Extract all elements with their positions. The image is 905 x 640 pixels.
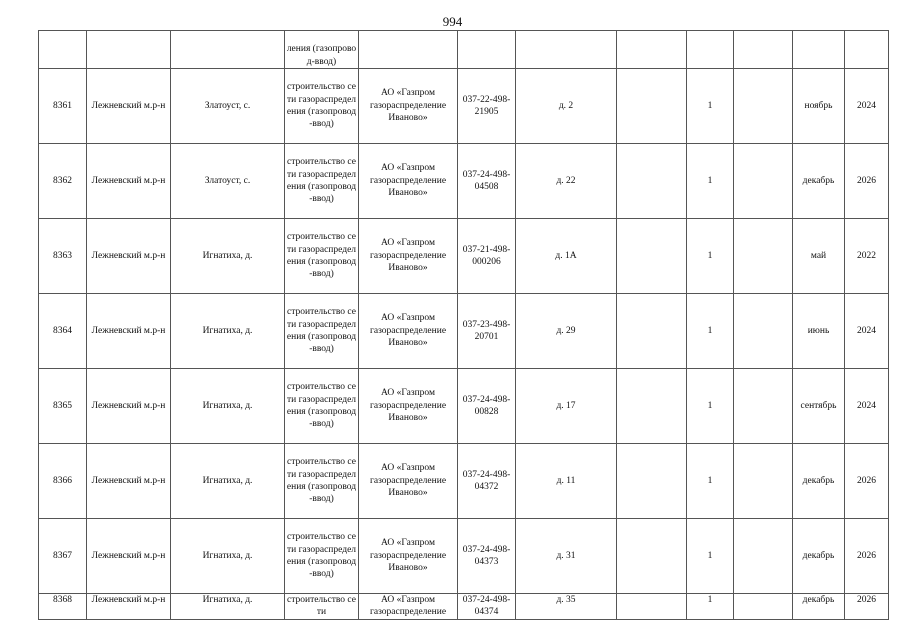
- table-row: [39, 219, 889, 294]
- data-table: [38, 30, 889, 620]
- table-row: [39, 69, 889, 144]
- cell-code: 037-24-498-04372: [458, 444, 516, 519]
- cell-district: Лежневский м.р-н: [87, 594, 171, 620]
- cell-id: 8368: [39, 594, 87, 620]
- cell-empty: [617, 294, 687, 369]
- cell-address: д. 1А: [516, 219, 617, 294]
- table-row-continued: [39, 31, 889, 69]
- cell-year: 2026: [845, 444, 889, 519]
- table-row: [39, 444, 889, 519]
- cell-year: 2026: [845, 594, 889, 620]
- cell-work-type: строительство сети газораспределения (газопровод-ввод): [285, 144, 359, 219]
- cell-month: декабрь: [793, 519, 845, 594]
- table-row: [39, 144, 889, 219]
- cell-code: 037-24-498-04374: [458, 594, 516, 620]
- cell-month: декабрь: [793, 144, 845, 219]
- cell-count: 1: [687, 144, 734, 219]
- cell-locality: Игнатиха, д.: [171, 444, 285, 519]
- cell-address: д. 2: [516, 69, 617, 144]
- cell-month: сентябрь: [793, 369, 845, 444]
- cell-id: 8363: [39, 219, 87, 294]
- cell-locality: Игнатиха, д.: [171, 369, 285, 444]
- cell-year: 2024: [845, 369, 889, 444]
- cell-month: ноябрь: [793, 69, 845, 144]
- cell-year: 2024: [845, 69, 889, 144]
- cell-empty: [734, 369, 793, 444]
- cell-empty: [734, 594, 793, 620]
- cell-year: 2026: [845, 144, 889, 219]
- cell-empty: [734, 144, 793, 219]
- cell-count: 1: [687, 519, 734, 594]
- cell-year: 2024: [845, 294, 889, 369]
- cell-code: 037-22-498-21905: [458, 69, 516, 144]
- cell-empty: [617, 519, 687, 594]
- cell-organization: АО «Газпром газораспределение Иваново»: [359, 444, 458, 519]
- cell-address: д. 22: [516, 144, 617, 219]
- cell-empty: [617, 69, 687, 144]
- cell-district: Лежневский м.р-н: [87, 219, 171, 294]
- cell-empty: [617, 144, 687, 219]
- cell-empty: [734, 444, 793, 519]
- cell-month: декабрь: [793, 594, 845, 620]
- cell-month: май: [793, 219, 845, 294]
- cell-organization: АО «Газпром газораспределение Иваново»: [359, 369, 458, 444]
- cell-id: 8365: [39, 369, 87, 444]
- cell-count: 1: [687, 594, 734, 620]
- cell-work-type: строительство сети газораспределения (газопровод-ввод): [285, 519, 359, 594]
- cell-id: 8361: [39, 69, 87, 144]
- cell-empty: [734, 69, 793, 144]
- cell-code: 037-23-498-20701: [458, 294, 516, 369]
- table-row: [39, 519, 889, 594]
- cell-locality: Игнатиха, д.: [171, 519, 285, 594]
- cell-empty: [734, 294, 793, 369]
- cell-work-type: ления (газопровод-ввод): [285, 31, 359, 69]
- cell-empty: [617, 594, 687, 620]
- table-row: [39, 594, 889, 620]
- cell-locality: Златоуст, с.: [171, 144, 285, 219]
- cell-empty: [617, 369, 687, 444]
- cell-empty: [734, 519, 793, 594]
- cell-locality: Златоуст, с.: [171, 69, 285, 144]
- cell-year: 2022: [845, 219, 889, 294]
- cell-count: 1: [687, 369, 734, 444]
- table-row: [39, 294, 889, 369]
- cell-work-type: строительство сети газораспределения (газопровод-ввод): [285, 369, 359, 444]
- cell-id: 8367: [39, 519, 87, 594]
- cell-organization: АО «Газпром газораспределение Иваново»: [359, 519, 458, 594]
- cell-address: д. 11: [516, 444, 617, 519]
- cell-organization: АО «Газпром газораспределение Иваново»: [359, 69, 458, 144]
- cell-id: 8362: [39, 144, 87, 219]
- cell-id: 8366: [39, 444, 87, 519]
- cell-address: д. 17: [516, 369, 617, 444]
- cell-code: 037-24-498-04373: [458, 519, 516, 594]
- cell-address: д. 31: [516, 519, 617, 594]
- cell-work-type: строительство сети газораспределения (газопровод-ввод): [285, 444, 359, 519]
- cell-count: 1: [687, 219, 734, 294]
- cell-code: 037-24-498-00828: [458, 369, 516, 444]
- cell-district: Лежневский м.р-н: [87, 294, 171, 369]
- cell-district: Лежневский м.р-н: [87, 69, 171, 144]
- cell-work-type: строительство сети газораспределения (газопровод-ввод): [285, 294, 359, 369]
- cell-work-type: строительство сети газораспределения (газопровод-ввод): [285, 219, 359, 294]
- cell-year: 2026: [845, 519, 889, 594]
- cell-district: Лежневский м.р-н: [87, 369, 171, 444]
- cell-count: 1: [687, 294, 734, 369]
- cell-empty: [617, 444, 687, 519]
- cell-address: д. 35: [516, 594, 617, 620]
- cell-locality: Игнатиха, д.: [171, 294, 285, 369]
- cell-code: 037-24-498-04508: [458, 144, 516, 219]
- cell-empty: [734, 219, 793, 294]
- cell-organization: АО «Газпром газораспределение: [359, 594, 458, 620]
- cell-district: Лежневский м.р-н: [87, 144, 171, 219]
- cell-count: 1: [687, 444, 734, 519]
- table-row: [39, 369, 889, 444]
- cell-organization: АО «Газпром газораспределение Иваново»: [359, 144, 458, 219]
- cell-empty: [617, 219, 687, 294]
- cell-district: Лежневский м.р-н: [87, 519, 171, 594]
- cell-code: 037-21-498-000206: [458, 219, 516, 294]
- cell-locality: Игнатиха, д.: [171, 594, 285, 620]
- page-number: 994: [442, 14, 463, 29]
- cell-month: декабрь: [793, 444, 845, 519]
- cell-work-type: строительство сети газораспределения (газопровод-ввод): [285, 69, 359, 144]
- cell-organization: АО «Газпром газораспределение Иваново»: [359, 219, 458, 294]
- cell-id: 8364: [39, 294, 87, 369]
- cell-locality: Игнатиха, д.: [171, 219, 285, 294]
- cell-work-type: строительство сети: [285, 594, 359, 620]
- cell-address: д. 29: [516, 294, 617, 369]
- cell-district: Лежневский м.р-н: [87, 444, 171, 519]
- cell-organization: АО «Газпром газораспределение Иваново»: [359, 294, 458, 369]
- cell-month: июнь: [793, 294, 845, 369]
- cell-count: 1: [687, 69, 734, 144]
